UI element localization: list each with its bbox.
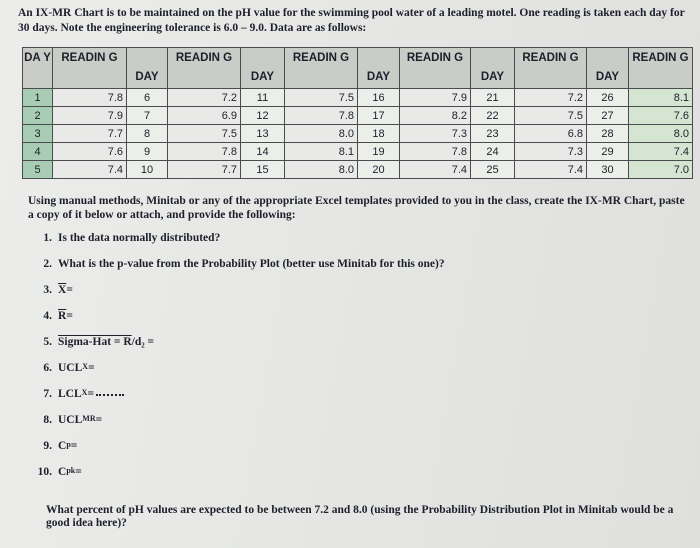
question-item xyxy=(22,284,445,310)
question-subscript: p xyxy=(66,440,71,449)
reading-cell: 7.8 xyxy=(53,89,127,107)
day-cell: 3 xyxy=(23,125,53,143)
question-text: C xyxy=(58,466,67,478)
reading-cell: 8.2 xyxy=(400,107,471,125)
header-reading: READIN G xyxy=(629,48,693,89)
reading-cell: 7.6 xyxy=(629,107,693,125)
reading-cell: 8.0 xyxy=(629,125,693,143)
day-cell: 2 xyxy=(23,107,53,125)
day-cell: 15 xyxy=(241,161,285,179)
header-day: DA Y xyxy=(23,48,53,89)
reading-cell: 8.0 xyxy=(285,161,358,179)
question-tail: /d₂ = xyxy=(131,336,155,348)
reading-cell: 7.5 xyxy=(285,89,358,107)
day-cell: 21 xyxy=(471,89,515,107)
question-subscript: pk xyxy=(66,466,76,475)
day-cell: 11 xyxy=(241,89,285,107)
reading-cell: 7.4 xyxy=(400,161,471,179)
question-number: 4. xyxy=(43,310,52,322)
day-cell: 27 xyxy=(587,107,629,125)
day-cell: 29 xyxy=(587,143,629,161)
reading-cell: 7.4 xyxy=(53,161,127,179)
reading-cell: 7.8 xyxy=(285,107,358,125)
question-subscript: X xyxy=(82,362,89,371)
reading-cell: 7.4 xyxy=(515,161,587,179)
day-cell: 8 xyxy=(127,125,168,143)
day-cell: 13 xyxy=(241,125,285,143)
reading-cell: 7.7 xyxy=(168,161,241,179)
table-row xyxy=(23,89,693,107)
question-number: 10. xyxy=(37,466,52,478)
header-reading: READIN G xyxy=(285,48,358,89)
reading-cell: 7.7 xyxy=(53,125,127,143)
reading-cell: 7.5 xyxy=(168,125,241,143)
day-cell: 12 xyxy=(241,107,285,125)
day-cell: 24 xyxy=(471,143,515,161)
question-item xyxy=(22,440,445,466)
day-cell: 9 xyxy=(127,143,168,161)
reading-cell: 7.9 xyxy=(53,107,127,125)
question-text: UCL xyxy=(58,362,83,374)
question-subscript: MR xyxy=(82,414,96,423)
question-number: 8. xyxy=(43,414,52,426)
reading-cell: 6.9 xyxy=(168,107,241,125)
question-item xyxy=(22,310,445,336)
question-item xyxy=(22,466,445,492)
header-reading: READIN G xyxy=(515,48,587,89)
day-cell: 20 xyxy=(358,161,400,179)
question-tail: = xyxy=(70,440,78,452)
question-item xyxy=(22,232,445,258)
reading-cell: 7.3 xyxy=(515,143,587,161)
day-cell: 1 xyxy=(23,89,53,107)
reading-cell: 7.0 xyxy=(629,161,693,179)
day-cell: 22 xyxy=(471,107,515,125)
day-cell: 4 xyxy=(23,143,53,161)
scribble-mark xyxy=(96,388,124,396)
day-cell: 26 xyxy=(587,89,629,107)
day-cell: 7 xyxy=(127,107,168,125)
reading-cell: 7.8 xyxy=(168,143,241,161)
header-day: DAY xyxy=(587,48,629,89)
reading-cell: 7.8 xyxy=(400,143,471,161)
reading-cell: 6.8 xyxy=(515,125,587,143)
question-tail: = xyxy=(87,388,94,400)
header-reading: READIN G xyxy=(53,48,127,89)
reading-cell: 7.9 xyxy=(400,89,471,107)
reading-cell: 7.5 xyxy=(515,107,587,125)
question-text: C xyxy=(58,440,67,452)
reading-cell: 7.3 xyxy=(400,125,471,143)
question-number: 7. xyxy=(43,388,52,400)
question-text: $\overline{R}$ xyxy=(58,310,67,322)
day-cell: 10 xyxy=(127,161,168,179)
instructions-text: Using manual methods, Minitab or any of the appropriate Excel templates provided to you in the class, create the IX-MR Chart, paste a copy of it below or attach, and provide the following: xyxy=(28,195,685,221)
header-day: DAY xyxy=(241,48,285,89)
header-day: DAY xyxy=(127,48,168,89)
question-tail: = xyxy=(95,414,103,426)
day-cell: 16 xyxy=(358,89,400,107)
question-text: UCL xyxy=(58,414,83,426)
reading-cell: 8.0 xyxy=(285,125,358,143)
day-cell: 18 xyxy=(358,125,400,143)
question-item xyxy=(22,336,445,362)
header-reading: READIN G xyxy=(168,48,241,89)
table-header-row xyxy=(23,48,693,89)
day-cell: 23 xyxy=(471,125,515,143)
reading-cell: 8.1 xyxy=(285,143,358,161)
reading-cell: 7.4 xyxy=(629,143,693,161)
day-cell: 30 xyxy=(587,161,629,179)
header-day: DAY xyxy=(358,48,400,89)
final-question: What percent of pH values are expected to be between 7.2 and 8.0 (using the Probability Distribution Plot in Minitab would be a good idea here)? xyxy=(46,504,674,529)
table-row xyxy=(23,143,693,161)
day-cell: 6 xyxy=(127,89,168,107)
ph-data-table xyxy=(22,47,693,179)
question-tail: = xyxy=(66,284,73,296)
reading-cell: 7.2 xyxy=(168,89,241,107)
day-cell: 25 xyxy=(471,161,515,179)
question-number: 2. xyxy=(43,258,52,270)
day-cell: 19 xyxy=(358,143,400,161)
question-subscript: X xyxy=(81,388,88,397)
question-text: What is the p-value from the Probability Plot (better use Minitab for this one)? xyxy=(58,258,445,270)
reading-cell: 8.1 xyxy=(629,89,693,107)
reading-cell: 7.2 xyxy=(515,89,587,107)
header-day: DAY xyxy=(471,48,515,89)
question-number: 6. xyxy=(43,362,52,374)
day-cell: 14 xyxy=(241,143,285,161)
table-row xyxy=(23,125,693,143)
question-tail: = xyxy=(75,466,82,478)
question-number: 1. xyxy=(43,232,52,244)
question-text: Sigma-Hat = R xyxy=(58,336,132,348)
question-tail: = xyxy=(66,310,73,322)
question-number: 9. xyxy=(43,440,52,452)
question-text: LCL xyxy=(58,388,82,400)
question-item xyxy=(22,362,445,388)
table-row xyxy=(23,107,693,125)
question-list xyxy=(22,232,445,492)
question-number: 5. xyxy=(43,336,52,348)
question-tail: = xyxy=(88,362,95,374)
intro-text: An IX-MR Chart is to be maintained on the pH value for the swimming pool water of a leading motel. One reading is taken each day for 30 days. Note the engineering tolerance is 6.0 – 9.0. Data are as follows: xyxy=(18,7,685,34)
question-item xyxy=(22,414,445,440)
day-cell: 17 xyxy=(358,107,400,125)
question-item xyxy=(22,388,445,414)
question-text: Is the data normally distributed? xyxy=(58,232,221,244)
question-number: 3. xyxy=(43,284,52,296)
question-item xyxy=(22,258,445,284)
day-cell: 28 xyxy=(587,125,629,143)
day-cell: 5 xyxy=(23,161,53,179)
question-text: $\overline{X}$ xyxy=(58,284,67,296)
reading-cell: 7.6 xyxy=(53,143,127,161)
header-reading: READIN G xyxy=(400,48,471,89)
table-row xyxy=(23,161,693,179)
